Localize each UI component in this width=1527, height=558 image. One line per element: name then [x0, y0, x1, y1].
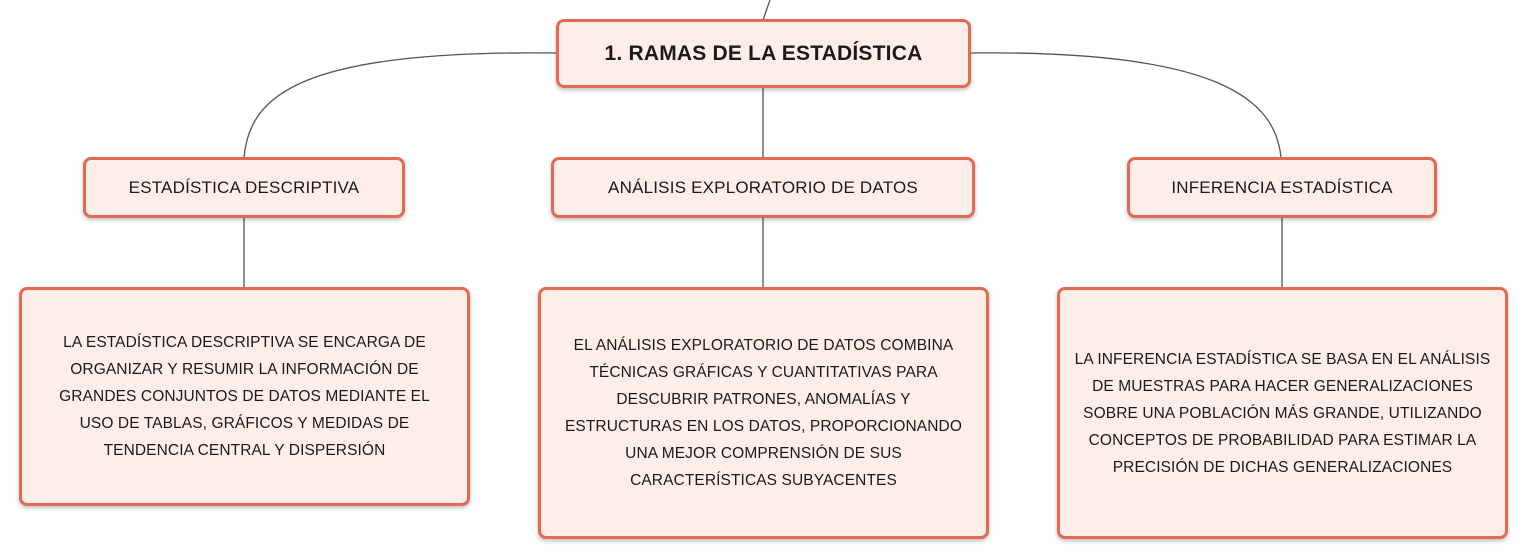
- incoming-connector: [763, 0, 770, 20]
- root-topic-title: 1. RAMAS DE LA ESTADÍSTICA: [604, 41, 923, 65]
- description-line: DESCUBRIR PATRONES, ANOMALÍAS Y: [616, 391, 911, 408]
- branch-title: ESTADÍSTICA DESCRIPTIVA: [128, 177, 360, 197]
- description-text: [1075, 346, 1491, 481]
- branch-node-analisis-exploratorio[interactable]: [551, 157, 975, 218]
- description-line: LA INFERENCIA ESTADÍSTICA SE BASA EN EL ANÁLISIS: [1074, 350, 1491, 368]
- description-line: CONCEPTOS DE PROBABILIDAD PARA ESTIMAR LA: [1088, 431, 1477, 449]
- description-node-inferencia-estadistica[interactable]: [1057, 287, 1508, 539]
- description-line: EL ANÁLISIS EXPLORATORIO DE DATOS COMBINA: [573, 337, 954, 354]
- description-line: USO DE TABLAS, GRÁFICOS Y MEDIDAS DE: [79, 415, 410, 432]
- description-line: GRANDES CONJUNTOS DE DATOS MEDIANTE EL: [59, 388, 430, 405]
- branch-title: INFERENCIA ESTADÍSTICA: [1171, 177, 1393, 197]
- description-line: CARACTERÍSTICAS SUBYACENTES: [630, 472, 897, 489]
- branch-title: ANÁLISIS EXPLORATORIO DE DATOS: [608, 177, 918, 197]
- description-node-estadistica-descriptiva[interactable]: [19, 287, 470, 506]
- description-line: TENDENCIA CENTRAL Y DISPERSIÓN: [103, 442, 386, 459]
- branch-node-estadistica-descriptiva[interactable]: [83, 157, 405, 218]
- connector-root-to-inferencia: [970, 53, 1281, 157]
- connector-root-to-descriptiva: [244, 53, 557, 157]
- description-text: [565, 332, 962, 494]
- description-line: TÉCNICAS GRÁFICAS Y CUANTITATIVAS PARA: [589, 364, 938, 381]
- description-line: UNA MEJOR COMPRENSIÓN DE SUS: [625, 445, 902, 462]
- description-line: ORGANIZAR Y RESUMIR LA INFORMACIÓN DE: [70, 361, 419, 378]
- description-line: PRECISIÓN DE DICHAS GENERALIZACIONES: [1112, 458, 1453, 476]
- branch-node-inferencia-estadistica[interactable]: [1127, 157, 1437, 218]
- description-line: LA ESTADÍSTICA DESCRIPTIVA SE ENCARGA DE: [63, 334, 426, 351]
- description-node-analisis-exploratorio[interactable]: [538, 287, 989, 539]
- description-text: [59, 329, 430, 464]
- description-line: DE MUESTRAS PARA HACER GENERALIZACIONES: [1092, 377, 1473, 395]
- root-topic-node[interactable]: [556, 19, 971, 88]
- description-line: ESTRUCTURAS EN LOS DATOS, PROPORCIONANDO: [564, 418, 962, 435]
- description-line: SOBRE UNA POBLACIÓN MÁS GRANDE, UTILIZANDO: [1083, 404, 1482, 422]
